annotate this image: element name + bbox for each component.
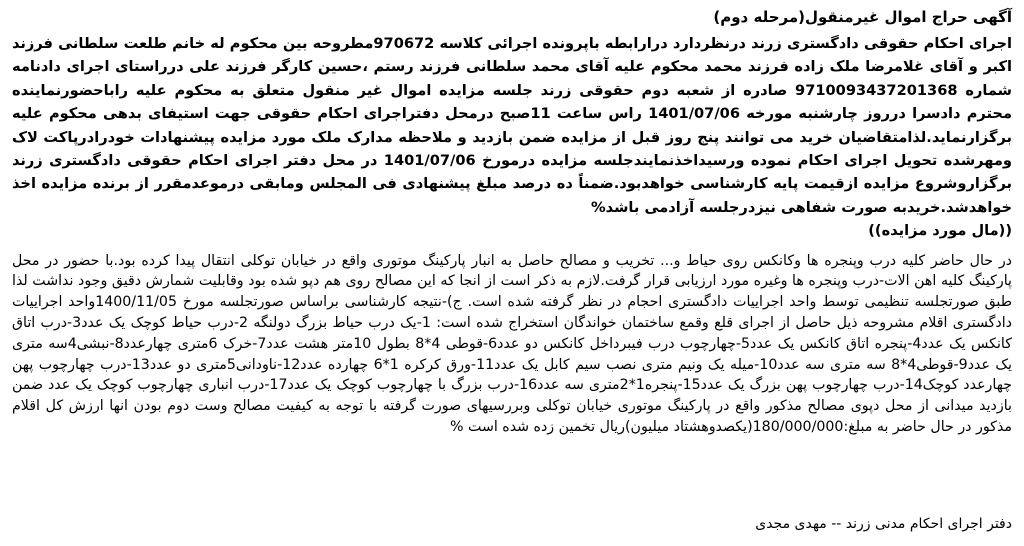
- lead-paragraph: اجرای احکام حقوقی دادگستری زرند درنظردارد درارابطه باپرونده اجرائی کلاسه 970672مطروحه بین محکوم له خانم طلعت سلطانی فرزند اکبر و آقای غلامرضا ملک زاده فرزند محمد محکوم علیه آقای محمد سلطانی فرزند رستم ،حسین کارگر فرزند علی درراستای اجرای دادنامه شماره 9710093437201368 صادره از شعبه دوم حقوقی زرند جلسه مزایده اموال غیر منقول متعلق به محکوم علیه راباحضورنماینده محترم دادسرا درروز چارشنبه مورخه 1401/07/06 راس ساعت 11صبح درمحل دفتراجرای احکام حقوقی جهت استیفای بدهی محکوم علیه برگزارنماید.لذامتقاضیان خرید می توانند پنج روز قبل از مزایده ضمن بازدید و ملاحظه مدارک ملک مورد مزایده پیشنهادات خودرادرپاکت لاک ومهرشده تحویل اجرای احکام نموده ورسیداخذنمایندجلسه مزایده درمورخ 1401/07/06 در محل دفتر اجرای احکام حقوقی دادگستری زرند برگزاروشروع مزایده ازقیمت پایه کارشناسی خواهدبود.ضمناً ده درصد مبلغ پیشنهادی فی المجلس ومابقی درموعدمقرر از برنده مزایده اخذ خواهدشد.خریدبه صورت شفاهی نیزدرجلسه آزادمی باشد%: [12, 35, 1012, 216]
- notice-title: آگهی حراج اموال غیرمنقول(مرحله دوم): [713, 8, 1012, 26]
- signature: دفتر اجرای احکام مدنی زرند -- مهدی مجدی: [755, 516, 1012, 532]
- property-heading: ((مال مورد مزایده)): [868, 222, 1012, 240]
- property-description: در حال حاضر کلیه درب وپنجره ها وکانکس روی حیاط و... تخریب و مصالح حاصل به انبار پارکینگ موتوری واقع در خیابان توکلی انتقال پیدا کرده بود.با حضور در محل پارکینگ کلیه اهن الات-درب وپنجره ها وغیره مورد ارزیابی قرار گرفت.لازم به ذکر است از انجا که این مصالح روی هم دپو شده بود وقابلیت شمارش دقیق وجود نداشت لذا طبق صورتجلسه تنظیمی توسط واحد اجراییات دادگستری احجام در نظر گرفته شده است. ج)-نتیجه کارشناسی براساس صورتجلسه مورخ 1400/11/05واحد اجراییات دادگستری اقلام مشروحه ذیل حاصل از اجرای قلع وقمع ساختمان خواندگان استخراج شده است: 1-یک درب حیاط بزرگ دولنگه 2-درب حیاط کوچک یک عدد3-درب اتاق کانکس یک عدد4-پنجره اتاق کانکس یک عدد5-چهارچوب درب فیبرداخل کانکس دو عدد6-قوطی 4*8 بطول 10متر هشت عدد7-خرک 6متری چهارعدد8-نبشی4سه متری یک عدد9-قوطی4*8 سه متری سه عدد10-میله یک ونیم متری نصب سیم کابل یک عدد11-ورق کرکره 1*6 چهارده عدد12-ناودانی5متری دو عدد13-درب چهارچوب پهن چهارعدد کوچک14-درب چهارچوب پهن بزرگ یک عدد15-پنجره1*2متری سه عدد16-درب بزرگ با چهارچوب کوچک یک عدد17-درب انباری چهارچوب کوچک یک عدد ضمن بازدید میدانی از محل دپوی مصالح مذکور واقع در پارکینگ موتوری خیابان توکلی وبررسیهای صورت گرفته با توجه به کیفیت مصالح وست دوم بودن انها ارزش کل اقلام مذکور در حال حاضر به مبلغ:180/000/000(یکصدوهشتاد میلیون)ریال تخمین زده شده است %: [12, 252, 1013, 436]
